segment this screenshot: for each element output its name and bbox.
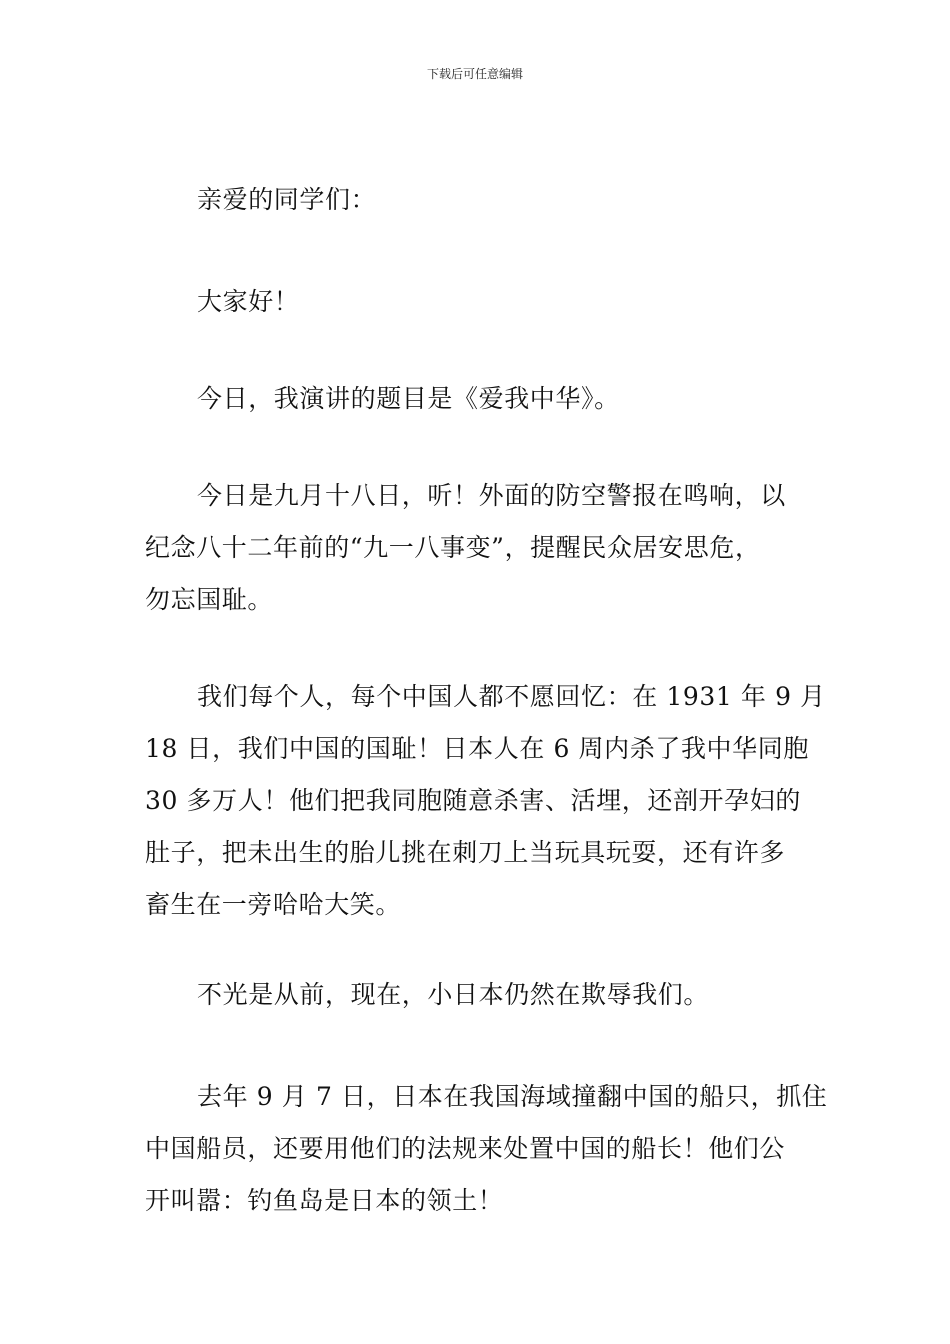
paragraph-present — [145, 969, 810, 1021]
text-line: 纪念八十二年前的“九一八事变”，提醒民众居安思危， — [145, 533, 761, 562]
page-header: 下载后可任意编辑 — [426, 67, 523, 81]
text-line: 18 日，我们中国的国耻！日本人在 6 周内杀了我中华同胞 — [145, 734, 809, 763]
text-line: 30 多万人！他们把我同胞随意杀害、活埋，还剖开孕妇的 — [145, 786, 801, 815]
text-line: 亲爱的同学们： — [197, 185, 377, 214]
text-line: 不光是从前，现在，小日本仍然在欺辱我们。 — [197, 980, 710, 1009]
paragraph-topic — [145, 373, 810, 425]
text-line: 畜生在一旁哈哈大笑。 — [145, 890, 402, 919]
text-line: 大家好！ — [197, 287, 300, 316]
text-line: 今日，我演讲的题目是《爱我中华》。 — [197, 384, 620, 413]
text-line: 我们每个人，每个中国人都不愿回忆：在 1931 年 9 月 — [197, 682, 826, 711]
paragraph-last-year — [145, 1071, 828, 1227]
text-line: 去年 9 月 7 日，日本在我国海域撞翻中国的船只，抓住 — [197, 1082, 828, 1111]
text-line: 勿忘国耻。 — [145, 585, 274, 614]
paragraph-sept18 — [145, 470, 810, 626]
text-line: 今日是九月十八日，听！外面的防空警报在鸣响，以 — [197, 481, 786, 510]
text-line: 肚子，把未出生的胎儿挑在刺刀上当玩具玩耍，还有许多 — [145, 838, 786, 867]
text-line: 中国船员，还要用他们的法规来处置中国的船长！他们公 — [145, 1134, 786, 1163]
paragraph-greeting — [145, 174, 810, 226]
paragraph-hello — [145, 276, 810, 328]
text-line: 开叫嚣：钓鱼岛是日本的领土！ — [145, 1186, 504, 1215]
paragraph-history — [145, 671, 826, 931]
